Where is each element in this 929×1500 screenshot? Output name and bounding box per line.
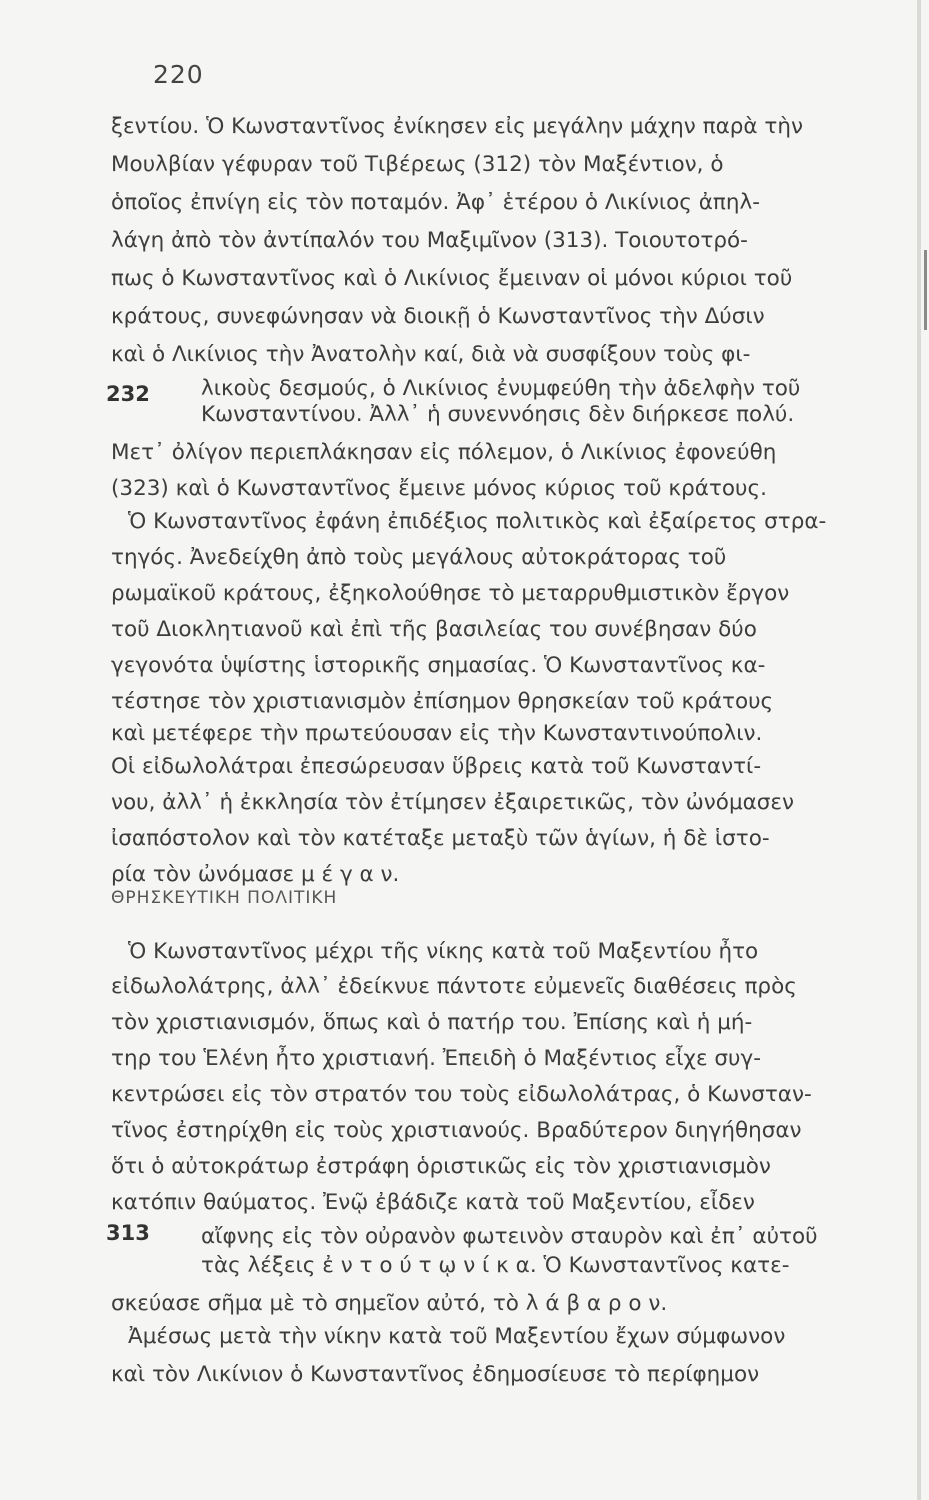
- page-edge-mark: [924, 250, 927, 330]
- paragraph-line: Ἀμέσως μετὰ τὴν νίκην κατὰ τοῦ Μαξεντίου ἔχων σύμφωνον: [128, 1324, 786, 1349]
- paragraph-line: καὶ τὸν Λικίνιον ὁ Κωνσταντῖνος ἐδημοσίευσε τὸ περίφημον: [111, 1362, 760, 1387]
- paragraph-line: γεγονότα ὑψίστης ἱστορικῆς σημασίας. Ὁ Κωνσταντῖνος κα-: [111, 653, 766, 678]
- paragraph-line: Κωνσταντίνου. Ἀλλ᾽ ἡ συνεννόησις δὲν διήρκεσε πολύ.: [201, 402, 795, 427]
- section-heading: ΘΡΗΣΚΕΥΤΙΚΗ ΠΟΛΙΤΙΚΗ: [111, 888, 338, 908]
- paragraph-line: τέστησε τὸν χριστιανισμὸν ἐπίσημον θρησκείαν τοῦ κράτους: [111, 689, 774, 714]
- paragraph-line: λάγη ἀπὸ τὸν ἀντίπαλόν του Μαξιμῖνον (313). Τοιουτοτρό-: [111, 228, 748, 253]
- paragraph-line: ρία τὸν ὠνόμασε μ έ γ α ν.: [111, 862, 400, 887]
- page-number: 220: [153, 60, 204, 89]
- paragraph-line: ὅτι ὁ αὐτοκράτωρ ἐστράφη ὁριστικῶς εἰς τὸν χριστιανισμὸν: [111, 1154, 771, 1179]
- page-edge-shadow: [917, 0, 921, 1500]
- paragraph-line: ἰσαπόστολον καὶ τὸν κατέταξε μεταξὺ τῶν ἁγίων, ἡ δὲ ἱστο-: [111, 826, 770, 851]
- paragraph-line: πως ὁ Κωνσταντῖνος καὶ ὁ Λικίνιος ἔμειναν οἱ μόνοι κύριοι τοῦ: [111, 266, 793, 291]
- paragraph-line: Οἱ εἰδωλολάτραι ἐπεσώρευσαν ὕβρεις κατὰ τοῦ Κωνσταντί-: [111, 754, 762, 779]
- paragraph-line: τηγός. Ἀνεδείχθη ἀπὸ τοὺς μεγάλους αὐτοκράτορας τοῦ: [111, 545, 727, 570]
- paragraph-line: τὸν χριστιανισμόν, ὅπως καὶ ὁ πατήρ του. Ἐπίσης καὶ ἡ μή-: [111, 1010, 753, 1035]
- paragraph-line: τηρ του Ἑλένη ἦτο χριστιανή. Ἐπειδὴ ὁ Μαξέντιος εἶχε συγ-: [111, 1046, 761, 1071]
- paragraph-line: ὁποῖος ἐπνίγη εἰς τὸν ποταμόν. Ἀφ᾽ ἑτέρου ὁ Λικίνιος ἀπηλ-: [111, 190, 760, 215]
- paragraph-line: αἴφνης εἰς τὸν οὐρανὸν φωτεινὸν σταυρὸν καὶ ἐπ᾽ αὐτοῦ: [201, 1224, 818, 1249]
- paragraph-line: λικοὺς δεσμούς, ὁ Λικίνιος ἐνυμφεύθη τὴν ἀδελφὴν τοῦ: [201, 376, 801, 401]
- paragraph-line: καὶ ὁ Λικίνιος τὴν Ἀνατολὴν καί, διὰ νὰ συσφίξουν τοὺς φι-: [111, 342, 751, 367]
- paragraph-line: εἰδωλολάτρης, ἀλλ᾽ ἐδείκνυε πάντοτε εὐμενεῖς διαθέσεις πρὸς: [111, 974, 797, 999]
- paragraph-line: Μετ᾽ ὀλίγον περιεπλάκησαν εἰς πόλεμον, ὁ Λικίνιος ἐφονεύθη: [111, 440, 777, 465]
- paragraph-line: τὰς λέξεις ἐ ν τ ο ύ τ ῳ ν ί κ α. Ὁ Κωνσταντῖνος κατε-: [201, 1253, 790, 1278]
- paragraph-line: σκεύασε σῆμα μὲ τὸ σημεῖον αὐτό, τὸ λ ά β α ρ ο ν.: [111, 1291, 668, 1316]
- paragraph-line: καὶ μετέφερε τὴν πρωτεύουσαν εἰς τὴν Κωνσταντινούπολιν.: [111, 721, 763, 746]
- paragraph-line: τοῦ Διοκλητιανοῦ καὶ ἐπὶ τῆς βασιλείας του συνέβησαν δύο: [111, 617, 757, 642]
- margin-note-year-232: 232: [106, 382, 150, 406]
- paragraph-line: Ὁ Κωνσταντῖνος ἐφάνη ἐπιδέξιος πολιτικὸς καὶ ἐξαίρετος στρα-: [128, 509, 827, 534]
- paragraph-line: κατόπιν θαύματος. Ἐνῷ ἐβάδιζε κατὰ τοῦ Μαξεντίου, εἶδεν: [111, 1190, 755, 1215]
- paragraph-line: κράτους, συνεφώνησαν νὰ διοικῇ ὁ Κωνσταντῖνος τὴν Δύσιν: [111, 304, 765, 329]
- paragraph-line: Μουλβίαν γέφυραν τοῦ Τιβέρεως (312) τὸν Μαξέντιον, ὁ: [111, 152, 724, 177]
- paragraph-line: Ὁ Κωνσταντῖνος μέχρι τῆς νίκης κατὰ τοῦ Μαξεντίου ἦτο: [128, 939, 759, 964]
- margin-note-year-313: 313: [106, 1221, 150, 1245]
- paragraph-line: ξεντίου. Ὁ Κωνσταντῖνος ἐνίκησεν εἰς μεγάλην μάχην παρὰ τὴν: [111, 114, 803, 139]
- paragraph-line: νου, ἀλλ᾽ ἡ ἐκκλησία τὸν ἐτίμησεν ἐξαιρετικῶς, τὸν ὠνόμασεν: [111, 790, 795, 815]
- paragraph-line: τῖνος ἐστηρίχθη εἰς τοὺς χριστιανούς. Βραδύτερον διηγήθησαν: [111, 1118, 802, 1143]
- paragraph-line: κεντρώσει εἰς τὸν στρατόν του τοὺς εἰδωλολάτρας, ὁ Κωνσταν-: [111, 1082, 812, 1107]
- paragraph-line: (323) καὶ ὁ Κωνσταντῖνος ἔμεινε μόνος κύριος τοῦ κράτους.: [111, 476, 767, 501]
- paragraph-line: ρωμαϊκοῦ κράτους, ἐξηκολούθησε τὸ μεταρρυθμιστικὸν ἔργον: [111, 581, 790, 606]
